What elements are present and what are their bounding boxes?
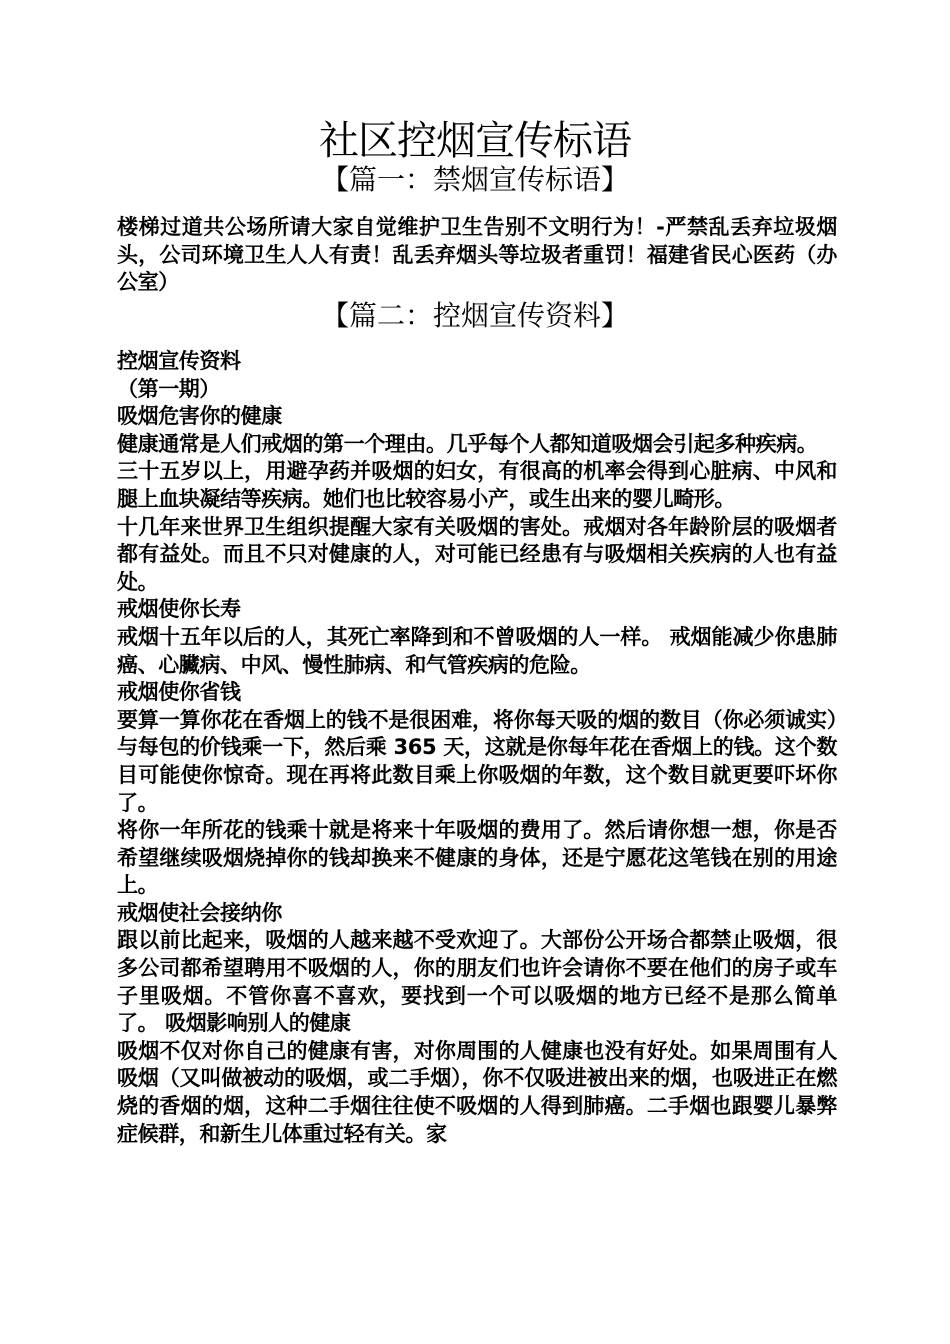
- paragraph: 戒烟使你省钱: [117, 680, 241, 705]
- paragraph: 戒烟使你长寿: [117, 597, 241, 622]
- paragraph: 跟以前比起来，吸烟的人越来越不受欢迎了。大部份公开场合都禁止吸烟，很多公司都希望聘用不吸烟的人，你的朋友们也许会请你不要在他们的房子或车子里吸烟。不管你喜不喜欢，要找到一个可以吸烟的地方已经不是那么简单了。 吸烟影响别人的健康: [117, 928, 837, 1036]
- section-1-heading: 【篇一：禁烟宣传标语】: [320, 163, 629, 196]
- section-1-paragraph: 楼梯过道共公场所请大家自觉维护卫生告别不文明行为！-严禁乱丢弃垃圾烟头，公司环境卫生人人有责！乱丢弃烟头等垃圾者重罚！福建省民心医药（办公室）: [117, 215, 837, 295]
- paragraph: 吸烟不仅对你自己的健康有害，对你周围的人健康也没有好处。如果周围有人吸烟（又叫做被动的吸烟，或二手烟），你不仅吸进被出来的烟，也吸进正在燃烧的香烟的烟，这种二手烟往往使不吸烟的人得到肺癌。二手烟也跟婴儿暴弊症候群，和新生儿体重过轻有关。家: [117, 1038, 837, 1146]
- paragraph: 戒烟使社会接纳你: [117, 900, 282, 925]
- section-2-body: [117, 348, 837, 1148]
- paragraph: 三十五岁以上，用避孕药并吸烟的妇女，有很高的机率会得到心脏病、中风和腿上血块凝结等疾病。她们也比较容易小产，或生出来的婴儿畸形。: [117, 459, 837, 511]
- section-2-heading: 【篇二：控烟宣传资料】: [320, 299, 629, 332]
- section-1-body: [117, 214, 837, 297]
- paragraph: 将你一年所花的钱乘十就是将来十年吸烟的费用了。然后请你想一想，你是否希望继续吸烟烧掉你的钱却换来不健康的身体，还是宁愿花这笔钱在别的用途上。: [117, 818, 837, 898]
- paragraph: （第一期）: [117, 376, 220, 401]
- paragraph: 十几年来世界卫生组织提醒大家有关吸烟的害处。戒烟对各年龄阶层的吸烟者都有益处。而且不只对健康的人，对可能已经患有与吸烟相关疾病的人也有益处。: [117, 514, 837, 594]
- paragraph: 控烟宣传资料: [117, 349, 241, 373]
- paragraph: 要算一算你花在香烟上的钱不是很困难，将你每天吸的烟的数目（你必须诚实）与每包的价钱乘一下，然后乘 365 天，这就是你每年花在香烟上的钱。这个数目可能使你惊奇。现在再将此数目乘上你吸烟的年数，这个数目就更要吓坏你了。: [117, 707, 837, 815]
- paragraph: 吸烟危害你的健康: [117, 404, 282, 429]
- paragraph: 健康通常是人们戒烟的第一个理由。几乎每个人都知道吸烟会引起多种疾病。: [117, 431, 818, 456]
- document-title: 社区控烟宣传标语: [319, 118, 631, 164]
- paragraph: 戒烟十五年以后的人，其死亡率降到和不曾吸烟的人一样。 戒烟能减少你患肺癌、心臟病、中风、慢性肺病、和气管疾病的危险。: [117, 624, 837, 677]
